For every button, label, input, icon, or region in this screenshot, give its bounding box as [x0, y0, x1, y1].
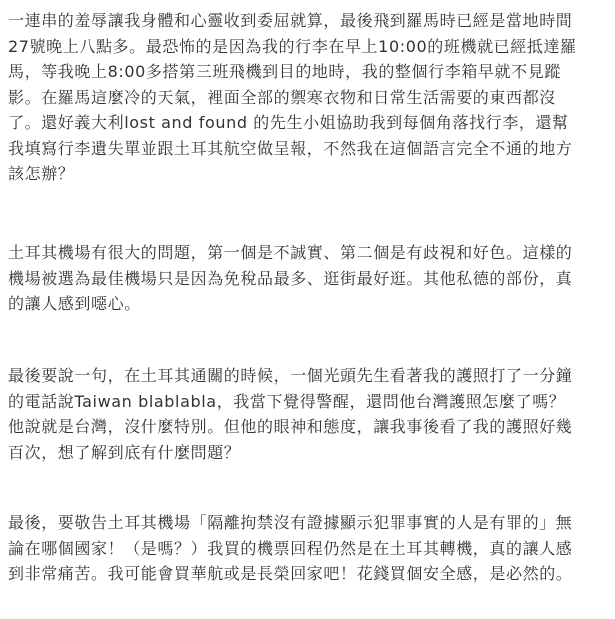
text-line: 論在哪個國家！（是嗎？）我買的機票回程仍然是在土耳其轉機，真的讓人感	[8, 538, 573, 558]
text-line: 最後，要敬告土耳其機場「隔離拘禁沒有證據顯示犯罪事實的人是有罪的」無	[8, 513, 573, 532]
paragraph-lost-luggage	[8, 8, 577, 187]
text-line: 一連串的羞辱讓我身體和心靈收到委屈就算，最後飛到羅馬時已經是當地時間	[8, 11, 573, 30]
text-line: 的讓人感到噁心。	[8, 294, 141, 313]
text-line: 百次，想了解到底有什麼問題？	[8, 442, 241, 462]
text-line: 馬，等我晚上8:00多搭第三班飛機到目的地時，我的整個行李箱早就不見蹤	[8, 62, 561, 81]
text-line: 我填寫行李遺失單並跟土耳其航空做呈報，不然我在這個語言完全不通的地方	[8, 138, 573, 158]
text-line: 影。在羅馬這麼冷的天氣，裡面全部的禦寒衣物和日常生活需要的東西都沒	[8, 87, 556, 107]
text-line: 27號晚上八點多。最恐怖的是因為我的行李在早上10:00的班機就已經抵達羅	[8, 36, 577, 56]
paragraph-customs-passport	[8, 363, 572, 465]
paragraph-final-warning	[8, 510, 572, 587]
text-line: 的電話說Taiwan blablabla，我當下覺得警醒，還問他台灣護照怎麼了嗎？	[8, 391, 566, 411]
text-line: 到非常痛苦。我可能會買華航或是長榮回家吧！花錢買個安全感，是必然的。	[8, 564, 573, 583]
text-line: 他說就是台灣，沒什麼特別。但他的眼神和態度，讓我事後看了我的護照好幾	[8, 417, 573, 436]
text-line: 土耳其機場有很大的問題，第一個是不誠實、第二個是有歧視和好色。這樣的	[8, 243, 573, 262]
text-line: 該怎辦？	[8, 164, 75, 183]
text-line: 最後要說一句，在土耳其通關的時候，一個光頭先生看著我的護照打了一分鐘	[8, 366, 573, 385]
text-line: 了。還好義大利lost and found 的先生小姐協助我到每個角落找行李，還幫	[8, 113, 569, 132]
text-line: 機場被選為最佳機場只是因為免稅品最多、逛街最好逛。其他私德的部份，真	[8, 268, 573, 288]
paragraph-airport-problems	[8, 240, 572, 317]
